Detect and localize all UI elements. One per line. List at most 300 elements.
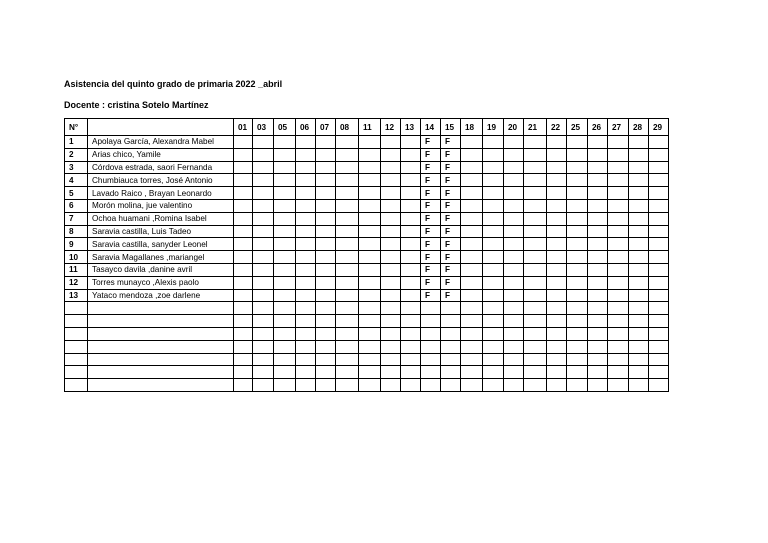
attendance-cell — [316, 199, 336, 212]
student-row — [65, 136, 669, 149]
empty-cell — [88, 327, 234, 340]
empty-cell — [253, 340, 274, 353]
attendance-cell — [524, 225, 547, 238]
empty-cell — [253, 302, 274, 315]
empty-cell — [421, 353, 441, 366]
attendance-cell — [274, 238, 296, 251]
student-row — [65, 161, 669, 174]
attendance-cell — [588, 212, 608, 225]
attendance-cell — [401, 174, 421, 187]
teacher-name: Docente : cristina Sotelo Martínez — [64, 100, 209, 110]
empty-cell — [336, 302, 359, 315]
empty-cell — [381, 366, 401, 379]
empty-cell — [316, 302, 336, 315]
attendance-cell — [381, 238, 401, 251]
attendance-cell: F — [441, 161, 461, 174]
empty-cell — [65, 302, 88, 315]
attendance-cell — [547, 174, 567, 187]
attendance-cell: F — [441, 212, 461, 225]
attendance-cell — [588, 199, 608, 212]
attendance-cell — [336, 276, 359, 289]
attendance-cell — [608, 225, 629, 238]
student-name: Saravia Magallanes ,mariangel — [88, 251, 234, 264]
attendance-cell — [649, 238, 669, 251]
attendance-cell — [483, 263, 504, 276]
attendance-cell — [504, 161, 524, 174]
attendance-cell — [567, 148, 588, 161]
attendance-cell — [588, 136, 608, 149]
empty-cell — [65, 379, 88, 392]
empty-cell — [401, 353, 421, 366]
attendance-cell — [253, 289, 274, 302]
empty-cell — [547, 327, 567, 340]
attendance-cell — [524, 238, 547, 251]
empty-cell — [234, 340, 253, 353]
empty-cell — [649, 366, 669, 379]
empty-cell — [316, 353, 336, 366]
empty-row — [65, 340, 669, 353]
attendance-cell — [608, 263, 629, 276]
attendance-cell — [524, 251, 547, 264]
student-number: 12 — [65, 276, 88, 289]
empty-cell — [588, 353, 608, 366]
attendance-cell — [483, 251, 504, 264]
student-number: 5 — [65, 187, 88, 200]
empty-cell — [316, 327, 336, 340]
day-header: 05 — [274, 119, 296, 136]
attendance-cell — [401, 187, 421, 200]
attendance-cell — [461, 161, 483, 174]
attendance-cell: F — [421, 225, 441, 238]
attendance-cell — [588, 276, 608, 289]
attendance-cell: F — [441, 251, 461, 264]
attendance-cell — [359, 263, 381, 276]
empty-cell — [649, 315, 669, 328]
attendance-cell: F — [421, 238, 441, 251]
attendance-cell — [547, 251, 567, 264]
attendance-cell: F — [441, 199, 461, 212]
attendance-cell — [629, 199, 649, 212]
attendance-cell — [234, 251, 253, 264]
student-number: 8 — [65, 225, 88, 238]
attendance-cell — [359, 276, 381, 289]
attendance-cell — [316, 174, 336, 187]
attendance-cell — [381, 136, 401, 149]
empty-cell — [588, 315, 608, 328]
attendance-cell — [461, 263, 483, 276]
attendance-cell — [401, 212, 421, 225]
empty-cell — [588, 340, 608, 353]
empty-cell — [608, 340, 629, 353]
empty-cell — [547, 353, 567, 366]
attendance-cell — [381, 148, 401, 161]
attendance-cell — [608, 187, 629, 200]
attendance-cell — [274, 289, 296, 302]
attendance-cell — [296, 289, 316, 302]
student-row — [65, 187, 669, 200]
empty-cell — [296, 366, 316, 379]
attendance-cell — [274, 212, 296, 225]
attendance-cell — [649, 148, 669, 161]
attendance-cell — [296, 174, 316, 187]
empty-cell — [629, 379, 649, 392]
attendance-cell: F — [421, 174, 441, 187]
empty-cell — [649, 302, 669, 315]
day-header: 18 — [461, 119, 483, 136]
empty-cell — [524, 379, 547, 392]
attendance-cell — [629, 148, 649, 161]
day-header: 06 — [296, 119, 316, 136]
attendance-cell — [504, 148, 524, 161]
attendance-cell — [629, 263, 649, 276]
attendance-cell — [336, 238, 359, 251]
attendance-cell: F — [421, 161, 441, 174]
attendance-cell — [296, 212, 316, 225]
attendance-cell — [274, 263, 296, 276]
attendance-cell — [336, 251, 359, 264]
attendance-cell — [461, 225, 483, 238]
attendance-cell — [504, 199, 524, 212]
empty-cell — [88, 302, 234, 315]
empty-cell — [316, 366, 336, 379]
student-row — [65, 174, 669, 187]
student-name: Yataco mendoza ,zoe darlene — [88, 289, 234, 302]
attendance-cell — [359, 251, 381, 264]
empty-cell — [588, 366, 608, 379]
attendance-cell — [483, 225, 504, 238]
attendance-cell — [336, 212, 359, 225]
attendance-cell — [608, 174, 629, 187]
empty-cell — [461, 327, 483, 340]
empty-cell — [547, 366, 567, 379]
attendance-cell — [336, 148, 359, 161]
empty-cell — [296, 353, 316, 366]
attendance-cell — [316, 276, 336, 289]
attendance-cell — [316, 148, 336, 161]
attendance-cell — [461, 174, 483, 187]
attendance-cell — [401, 276, 421, 289]
attendance-cell — [524, 263, 547, 276]
student-number: 3 — [65, 161, 88, 174]
attendance-cell — [524, 161, 547, 174]
attendance-cell — [504, 263, 524, 276]
empty-cell — [296, 315, 316, 328]
attendance-cell — [336, 199, 359, 212]
attendance-cell — [608, 136, 629, 149]
empty-cell — [88, 366, 234, 379]
empty-cell — [524, 353, 547, 366]
attendance-table — [64, 118, 669, 392]
attendance-cell — [629, 238, 649, 251]
attendance-cell — [296, 276, 316, 289]
empty-cell — [461, 379, 483, 392]
empty-cell — [567, 340, 588, 353]
attendance-cell — [567, 276, 588, 289]
empty-cell — [336, 353, 359, 366]
empty-cell — [524, 366, 547, 379]
attendance-cell — [234, 225, 253, 238]
empty-row — [65, 327, 669, 340]
day-header: 26 — [588, 119, 608, 136]
empty-cell — [401, 315, 421, 328]
empty-cell — [649, 327, 669, 340]
empty-cell — [274, 340, 296, 353]
empty-cell — [88, 353, 234, 366]
empty-cell — [316, 315, 336, 328]
empty-cell — [483, 366, 504, 379]
day-header: 20 — [504, 119, 524, 136]
attendance-cell — [274, 187, 296, 200]
empty-cell — [629, 302, 649, 315]
attendance-cell: F — [421, 136, 441, 149]
attendance-cell — [504, 251, 524, 264]
attendance-cell — [567, 136, 588, 149]
empty-cell — [234, 379, 253, 392]
attendance-cell — [608, 161, 629, 174]
attendance-cell — [336, 225, 359, 238]
attendance-cell — [253, 174, 274, 187]
attendance-cell — [359, 187, 381, 200]
empty-cell — [401, 340, 421, 353]
attendance-cell — [316, 212, 336, 225]
student-row — [65, 238, 669, 251]
attendance-cell — [567, 199, 588, 212]
empty-cell — [359, 353, 381, 366]
empty-cell — [441, 315, 461, 328]
attendance-cell: F — [441, 174, 461, 187]
attendance-cell — [524, 148, 547, 161]
attendance-cell — [296, 161, 316, 174]
attendance-cell — [359, 199, 381, 212]
number-column-header: N° — [65, 119, 88, 136]
attendance-cell — [253, 251, 274, 264]
attendance-cell — [649, 161, 669, 174]
attendance-cell — [234, 148, 253, 161]
attendance-cell — [524, 289, 547, 302]
empty-cell — [359, 340, 381, 353]
empty-cell — [234, 327, 253, 340]
empty-cell — [567, 302, 588, 315]
empty-cell — [88, 379, 234, 392]
attendance-cell — [234, 238, 253, 251]
attendance-cell — [336, 136, 359, 149]
attendance-cell: F — [421, 199, 441, 212]
empty-cell — [483, 379, 504, 392]
empty-cell — [336, 379, 359, 392]
attendance-cell — [381, 174, 401, 187]
attendance-cell — [234, 199, 253, 212]
attendance-cell — [649, 251, 669, 264]
attendance-cell — [588, 263, 608, 276]
empty-cell — [504, 353, 524, 366]
empty-cell — [274, 353, 296, 366]
empty-cell — [588, 379, 608, 392]
attendance-cell — [234, 276, 253, 289]
attendance-cell: F — [441, 289, 461, 302]
attendance-cell — [274, 199, 296, 212]
empty-cell — [253, 353, 274, 366]
empty-cell — [524, 327, 547, 340]
attendance-cell — [274, 251, 296, 264]
attendance-cell — [649, 212, 669, 225]
attendance-cell: F — [421, 148, 441, 161]
empty-cell — [65, 327, 88, 340]
day-header: 27 — [608, 119, 629, 136]
attendance-cell — [629, 212, 649, 225]
attendance-cell — [608, 289, 629, 302]
attendance-cell — [547, 199, 567, 212]
attendance-cell — [547, 148, 567, 161]
attendance-cell — [296, 199, 316, 212]
attendance-cell — [381, 187, 401, 200]
attendance-cell: F — [421, 251, 441, 264]
attendance-cell — [547, 161, 567, 174]
attendance-cell — [316, 225, 336, 238]
empty-cell — [88, 315, 234, 328]
attendance-cell — [483, 174, 504, 187]
empty-cell — [421, 379, 441, 392]
empty-cell — [629, 327, 649, 340]
attendance-cell — [608, 199, 629, 212]
attendance-cell — [649, 187, 669, 200]
attendance-cell — [461, 136, 483, 149]
day-header: 28 — [629, 119, 649, 136]
attendance-cell — [234, 187, 253, 200]
empty-cell — [483, 327, 504, 340]
empty-cell — [524, 340, 547, 353]
empty-cell — [504, 340, 524, 353]
empty-cell — [381, 315, 401, 328]
day-header: 12 — [381, 119, 401, 136]
attendance-cell — [359, 289, 381, 302]
student-name: Apolaya García, Alexandra Mabel — [88, 136, 234, 149]
empty-cell — [461, 340, 483, 353]
attendance-cell — [381, 161, 401, 174]
empty-cell — [336, 315, 359, 328]
attendance-cell — [296, 187, 316, 200]
attendance-cell: F — [441, 136, 461, 149]
student-name: Morón molina, jue valentino — [88, 199, 234, 212]
empty-cell — [629, 340, 649, 353]
empty-cell — [234, 353, 253, 366]
student-row — [65, 276, 669, 289]
attendance-cell — [234, 263, 253, 276]
attendance-cell — [359, 225, 381, 238]
empty-cell — [336, 366, 359, 379]
student-row — [65, 225, 669, 238]
student-name: Ochoa huamani ,Romina Isabel — [88, 212, 234, 225]
empty-cell — [547, 302, 567, 315]
attendance-cell — [461, 276, 483, 289]
attendance-cell — [649, 289, 669, 302]
attendance-cell — [588, 225, 608, 238]
attendance-cell — [483, 289, 504, 302]
attendance-cell — [461, 187, 483, 200]
attendance-cell — [336, 289, 359, 302]
attendance-cell — [253, 148, 274, 161]
attendance-cell — [649, 225, 669, 238]
empty-cell — [381, 302, 401, 315]
empty-cell — [547, 315, 567, 328]
student-row — [65, 263, 669, 276]
empty-cell — [629, 353, 649, 366]
attendance-cell — [629, 289, 649, 302]
attendance-cell — [253, 161, 274, 174]
attendance-cell — [504, 238, 524, 251]
attendance-cell: F — [441, 238, 461, 251]
attendance-cell — [629, 161, 649, 174]
day-header: 29 — [649, 119, 669, 136]
empty-cell — [316, 340, 336, 353]
attendance-cell — [274, 161, 296, 174]
attendance-cell — [567, 187, 588, 200]
attendance-cell — [483, 161, 504, 174]
attendance-cell — [629, 187, 649, 200]
student-number: 10 — [65, 251, 88, 264]
empty-cell — [629, 315, 649, 328]
attendance-cell — [649, 199, 669, 212]
attendance-cell — [336, 161, 359, 174]
empty-cell — [401, 366, 421, 379]
attendance-cell — [547, 212, 567, 225]
attendance-cell — [567, 174, 588, 187]
student-name: Chumbiauca torres, José Antonio — [88, 174, 234, 187]
empty-cell — [274, 366, 296, 379]
empty-row — [65, 366, 669, 379]
attendance-cell — [274, 225, 296, 238]
attendance-cell — [359, 174, 381, 187]
empty-cell — [381, 340, 401, 353]
empty-cell — [359, 379, 381, 392]
attendance-cell — [608, 212, 629, 225]
student-number: 13 — [65, 289, 88, 302]
attendance-cell — [588, 187, 608, 200]
empty-cell — [461, 302, 483, 315]
attendance-cell — [401, 263, 421, 276]
attendance-cell — [588, 238, 608, 251]
attendance-cell — [524, 187, 547, 200]
attendance-cell — [381, 263, 401, 276]
empty-cell — [234, 366, 253, 379]
attendance-cell — [381, 251, 401, 264]
attendance-cell — [316, 136, 336, 149]
document-title: Asistencia del quinto grado de primaria 2022 _abril — [64, 79, 283, 89]
attendance-cell — [336, 187, 359, 200]
empty-cell — [483, 302, 504, 315]
attendance-cell — [381, 199, 401, 212]
empty-cell — [253, 315, 274, 328]
attendance-cell — [461, 238, 483, 251]
attendance-cell — [524, 199, 547, 212]
attendance-cell — [483, 212, 504, 225]
attendance-cell — [296, 225, 316, 238]
attendance-cell — [401, 148, 421, 161]
attendance-cell — [296, 251, 316, 264]
attendance-cell: F — [421, 187, 441, 200]
attendance-cell — [524, 174, 547, 187]
attendance-cell — [504, 174, 524, 187]
day-header: 01 — [234, 119, 253, 136]
attendance-cell — [608, 238, 629, 251]
empty-cell — [649, 340, 669, 353]
attendance-cell — [649, 174, 669, 187]
empty-cell — [421, 340, 441, 353]
empty-cell — [608, 327, 629, 340]
empty-cell — [381, 327, 401, 340]
empty-cell — [359, 315, 381, 328]
empty-cell — [441, 366, 461, 379]
empty-cell — [588, 327, 608, 340]
